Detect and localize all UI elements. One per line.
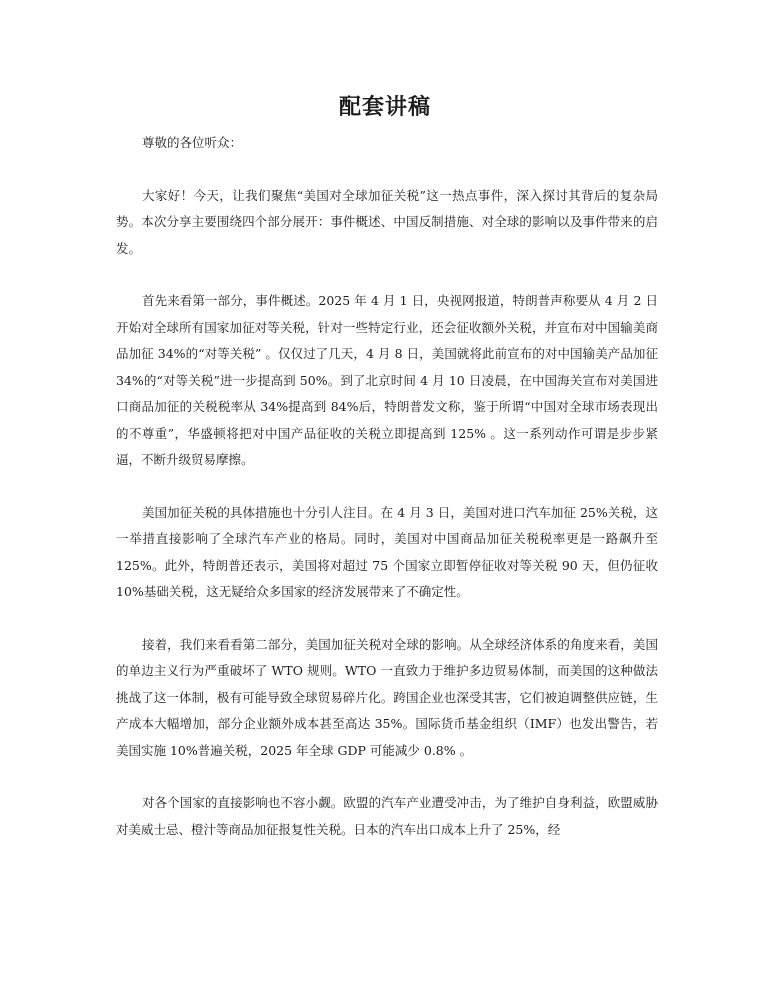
paragraph-tariff-measures: 美国加征关税的具体措施也十分引人注目。在 4 月 3 日，美国对进口汽车加征 25%关税，这一举措直接影响了全球汽车产业的格局。同时，美国对中国商品加征关税税率更是一路飙升至 125%。此外，特朗普还表示，美国将对超过 75 个国家立即暂停征收对等关税 90 天，但仍征收 10%基础关税，这无疑给众多国家的经济发展带来了不确定性。 [116,504,658,599]
paragraph-country-impact: 对各个国家的直接影响也不容小觑。欧盟的汽车产业遭受冲击，为了维护自身利益，欧盟威胁对美威士忌、橙汁等商品加征报复性关税。日本的汽车出口成本上升了 25%，经 [116,795,658,837]
paragraph-global-impact: 接着，我们来看看第二部分，美国加征关税对全球的影响。从全球经济体系的角度来看，美国的单边主义行为严重破坏了 WTO 规则。WTO 一直致力于维护多边贸易体制，而美国的这种做法挑战了这一体制，极有可能导致全球贸易碎片化。跨国企业也深受其害，它们被迫调整供应链，生产成本大幅增加，部分企业额外成本甚至高达 35%。国际货币基金组织（IMF）也发出警告，若美国实施 10%普遍关税，2025 年全球 GDP 可能减少 0.8% 。 [116,636,658,758]
paragraph-intro: 大家好！今天，让我们聚焦“美国对全球加征关税”这一热点事件，深入探讨其背后的复杂局势。本次分享主要围绕四个部分展开：事件概述、中国反制措施、对全球的影响以及事件带来的启发。 [116,187,658,256]
paragraph-event-overview: 首先来看第一部分，事件概述。2025 年 4 月 1 日，央视网报道，特朗普声称要从 4 月 2 日开始对全球所有国家加征对等关税，针对一些特定行业，还会征收额外关税，并宣布对中国输美商品加征 34%的“对等关税” 。仅仅过了几天，4 月 8 日，美国就将此前宣布的对中国输美产品加征 34%的“对等关税”进一步提高到 50%。到了北京时间 4 月 10 日凌晨，在中国海关宣布对美国进口商品加征的关税税率从 34%提高到 84%后，特朗普发文称，鉴于所谓“中国对全球市场表现出的不尊重”，华盛顿将把对中国产品征收的关税立即提高到 125% 。这一系列动作可谓是步步紧逼，不断升级贸易摩擦。 [116,293,658,467]
document-body [116,130,658,869]
document-title: 配套讲稿 [338,94,431,120]
salutation: 尊敬的各位听众： [142,135,243,150]
